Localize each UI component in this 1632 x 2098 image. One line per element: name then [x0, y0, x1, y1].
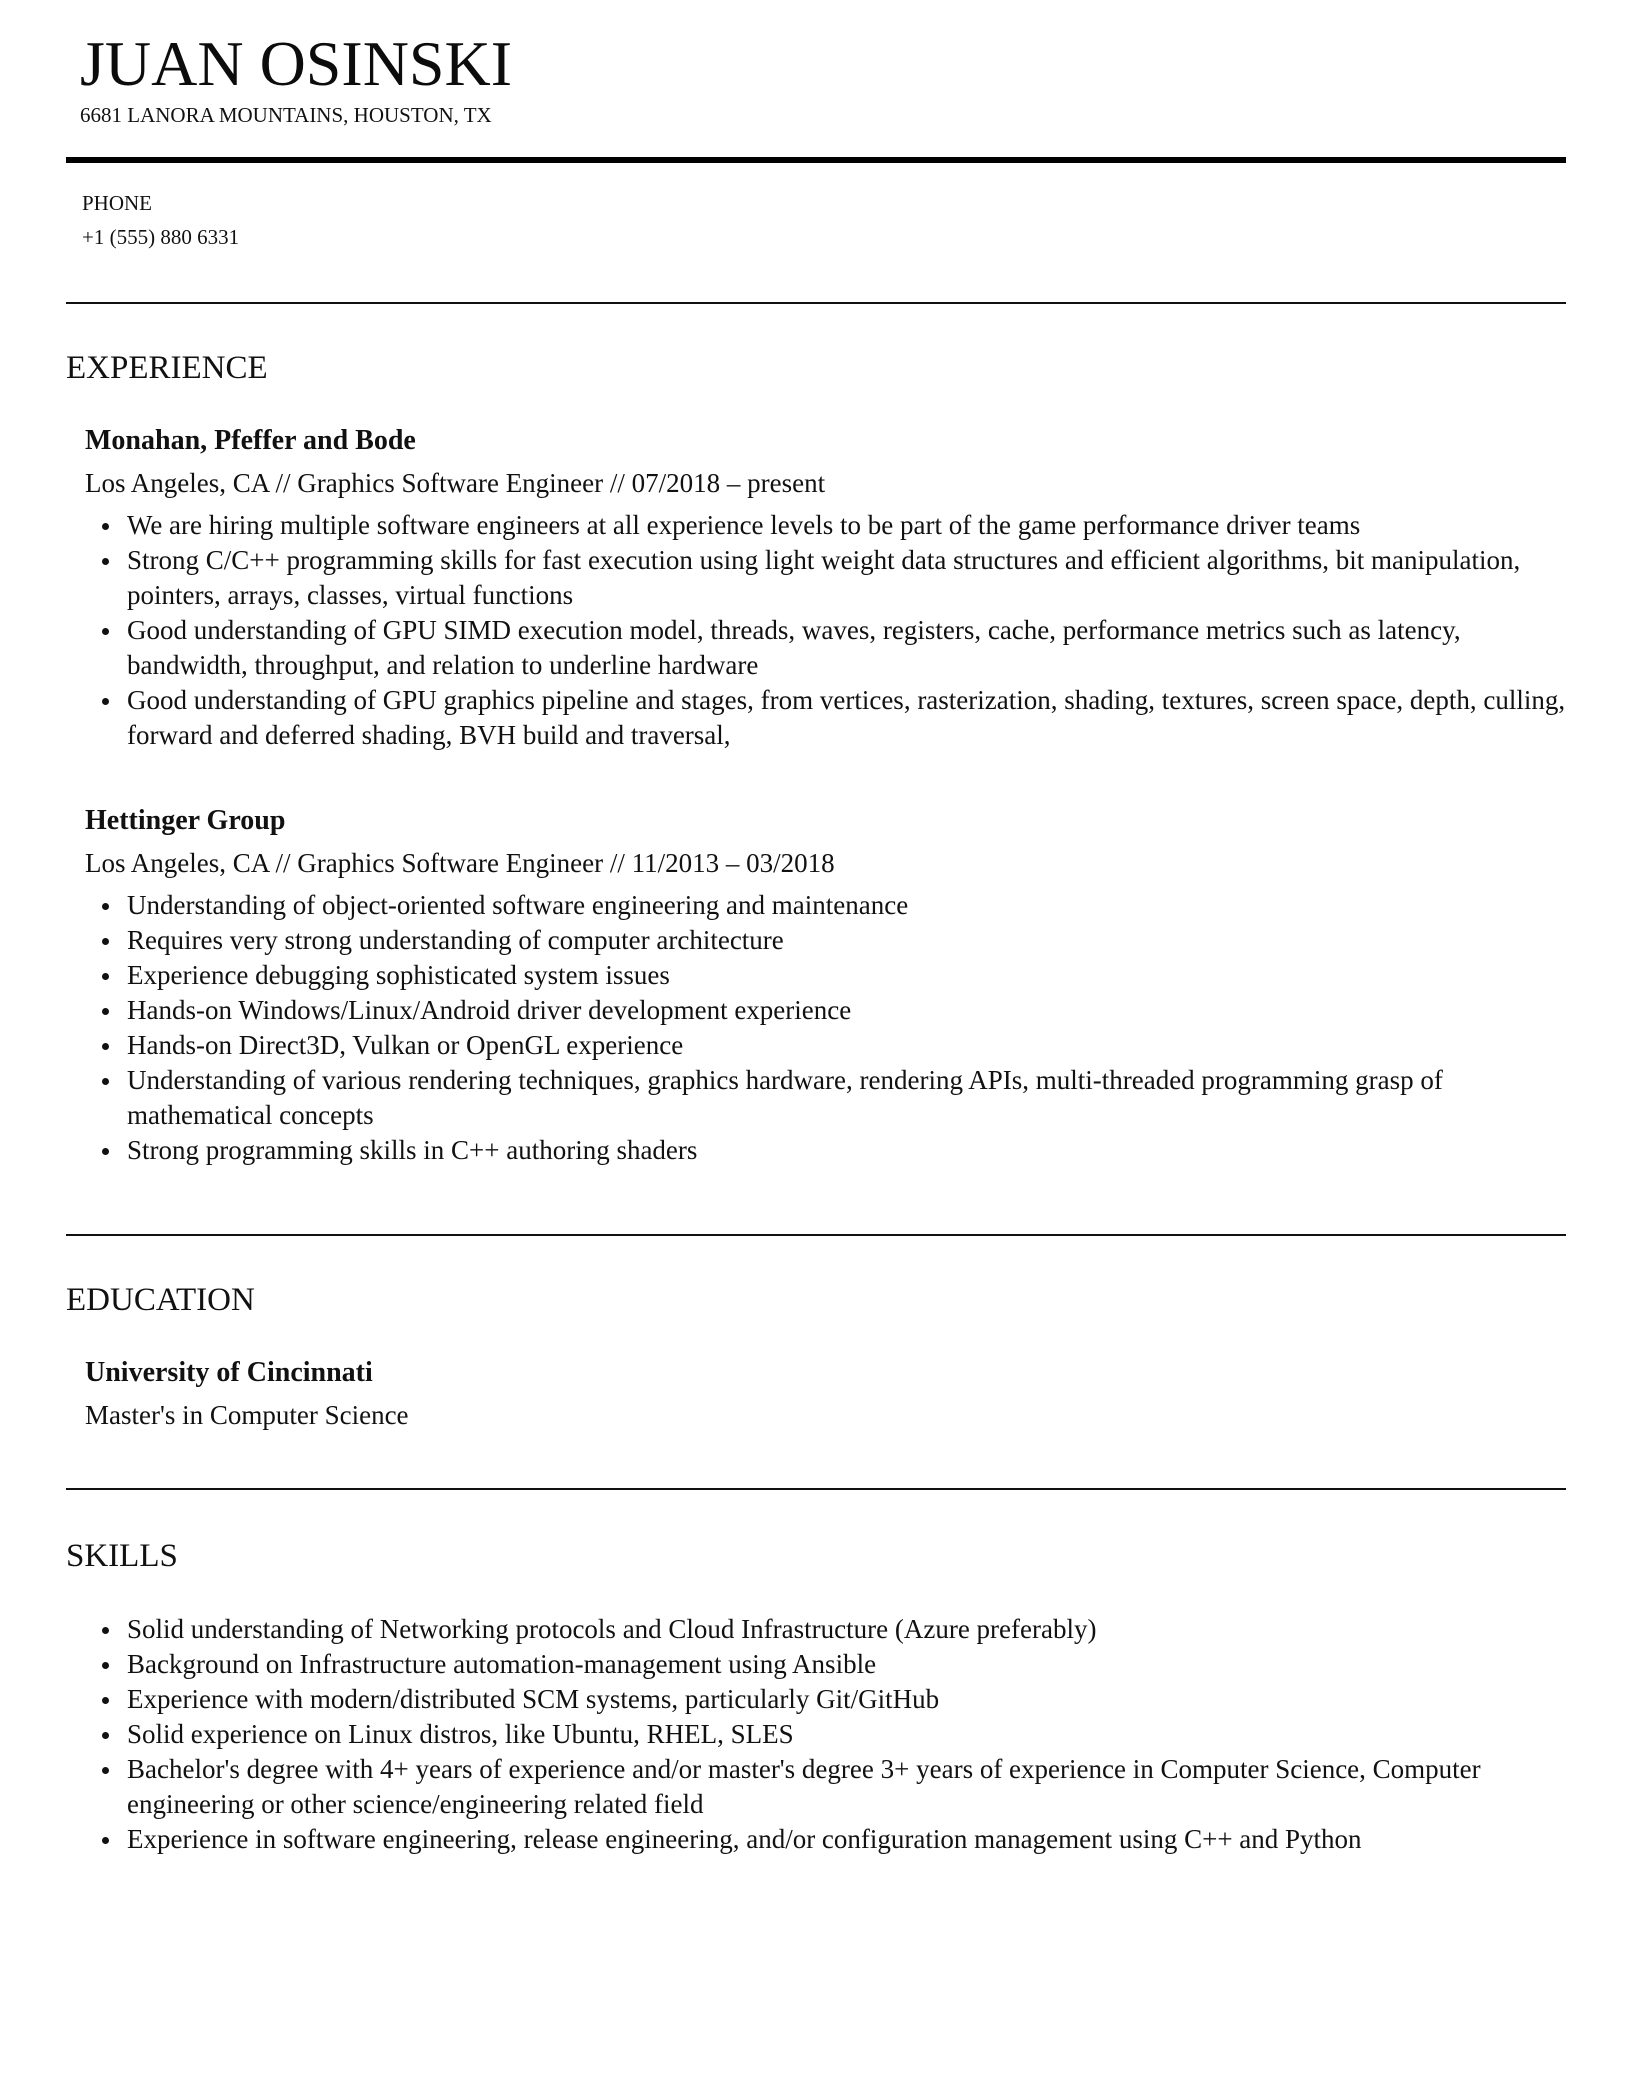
bullet-icon: [102, 1008, 109, 1015]
job-company: Hettinger Group: [85, 805, 286, 836]
job-subtitle: Los Angeles, CA // Graphics Software Engineer // 07/2018 – present: [85, 468, 826, 498]
section-divider: [66, 1234, 1566, 1236]
skill-item: Bachelor's degree with 4+ years of experience and/or master's degree 3+ years of experience in Computer Science, Computer engineering or other science/engineering related field: [85, 1752, 1567, 1822]
job-bullet: Understanding of various rendering techniques, graphics hardware, rendering APIs, multi-threaded programming grasp of mathematical concepts: [85, 1063, 1567, 1133]
bullet-icon: [102, 1078, 109, 1085]
job-entry: [85, 424, 1575, 753]
education-heading: EDUCATION: [66, 1282, 255, 1318]
bullet-icon: [102, 1662, 109, 1669]
experience-heading: EXPERIENCE: [66, 350, 268, 386]
bullet-icon: [102, 938, 109, 945]
bullet-icon: [102, 1837, 109, 1844]
bullet-icon: [102, 973, 109, 980]
phone-value: +1 (555) 880 6331: [82, 225, 240, 249]
bullet-icon: [102, 903, 109, 910]
job-bullet: Hands-on Direct3D, Vulkan or OpenGL experience: [85, 1028, 1567, 1063]
job-entry: [85, 804, 1575, 1168]
bullet-icon: [102, 523, 109, 530]
contact-block: [82, 190, 239, 250]
bullet-icon: [102, 1043, 109, 1050]
candidate-address: 6681 LANORA MOUNTAINS, HOUSTON, TX: [80, 103, 492, 127]
bullet-icon: [102, 628, 109, 635]
bullet-icon: [102, 698, 109, 705]
job-bullet: Good understanding of GPU graphics pipeline and stages, from vertices, rasterization, shading, textures, screen space, depth, culling, forward and deferred shading, BVH build and traversal,: [85, 683, 1567, 753]
bullet-icon: [102, 1148, 109, 1155]
job-bullet: Requires very strong understanding of computer architecture: [85, 923, 1567, 958]
degree-name: Master's in Computer Science: [85, 1400, 409, 1430]
job-bullet-list: [85, 508, 1575, 753]
skill-item: Experience in software engineering, release engineering, and/or configuration management using C++ and Python: [85, 1822, 1567, 1857]
job-bullet: Experience debugging sophisticated system issues: [85, 958, 1567, 993]
school-name: University of Cincinnati: [85, 1357, 373, 1388]
skills-list: [85, 1612, 1575, 1857]
phone-label: PHONE: [82, 191, 153, 215]
section-divider: [66, 1488, 1566, 1490]
job-bullet: Good understanding of GPU SIMD execution model, threads, waves, registers, cache, performance metrics such as latency, bandwidth, throughput, and relation to underline hardware: [85, 613, 1567, 683]
job-bullet: We are hiring multiple software engineers at all experience levels to be part of the game performance driver teams: [85, 508, 1567, 543]
job-bullet: Strong C/C++ programming skills for fast execution using light weight data structures and efficient algorithms, bit manipulation, pointers, arrays, classes, virtual functions: [85, 543, 1567, 613]
job-company: Monahan, Pfeffer and Bode: [85, 425, 416, 456]
education-entry: [85, 1356, 1575, 1432]
skills-heading: SKILLS: [66, 1538, 178, 1574]
bullet-icon: [102, 1732, 109, 1739]
bullet-icon: [102, 1697, 109, 1704]
bullet-icon: [102, 1627, 109, 1634]
section-divider: [66, 302, 1566, 304]
job-subtitle: Los Angeles, CA // Graphics Software Engineer // 11/2013 – 03/2018: [85, 848, 835, 878]
bullet-icon: [102, 558, 109, 565]
job-bullet: Strong programming skills in C++ authoring shaders: [85, 1133, 1567, 1168]
skill-item: Experience with modern/distributed SCM systems, particularly Git/GitHub: [85, 1682, 1567, 1717]
candidate-name: JUAN OSINSKI: [80, 28, 513, 99]
skill-item: Background on Infrastructure automation-management using Ansible: [85, 1647, 1567, 1682]
job-bullet-list: [85, 888, 1575, 1168]
skill-item: Solid experience on Linux distros, like Ubuntu, RHEL, SLES: [85, 1717, 1567, 1752]
job-bullet: Hands-on Windows/Linux/Android driver development experience: [85, 993, 1567, 1028]
bullet-icon: [102, 1767, 109, 1774]
skills-block: [85, 1604, 1575, 1857]
skill-item: Solid understanding of Networking protocols and Cloud Infrastructure (Azure preferably): [85, 1612, 1567, 1647]
header-divider: [66, 157, 1566, 163]
job-bullet: Understanding of object-oriented software engineering and maintenance: [85, 888, 1567, 923]
resume-header: [80, 28, 512, 128]
